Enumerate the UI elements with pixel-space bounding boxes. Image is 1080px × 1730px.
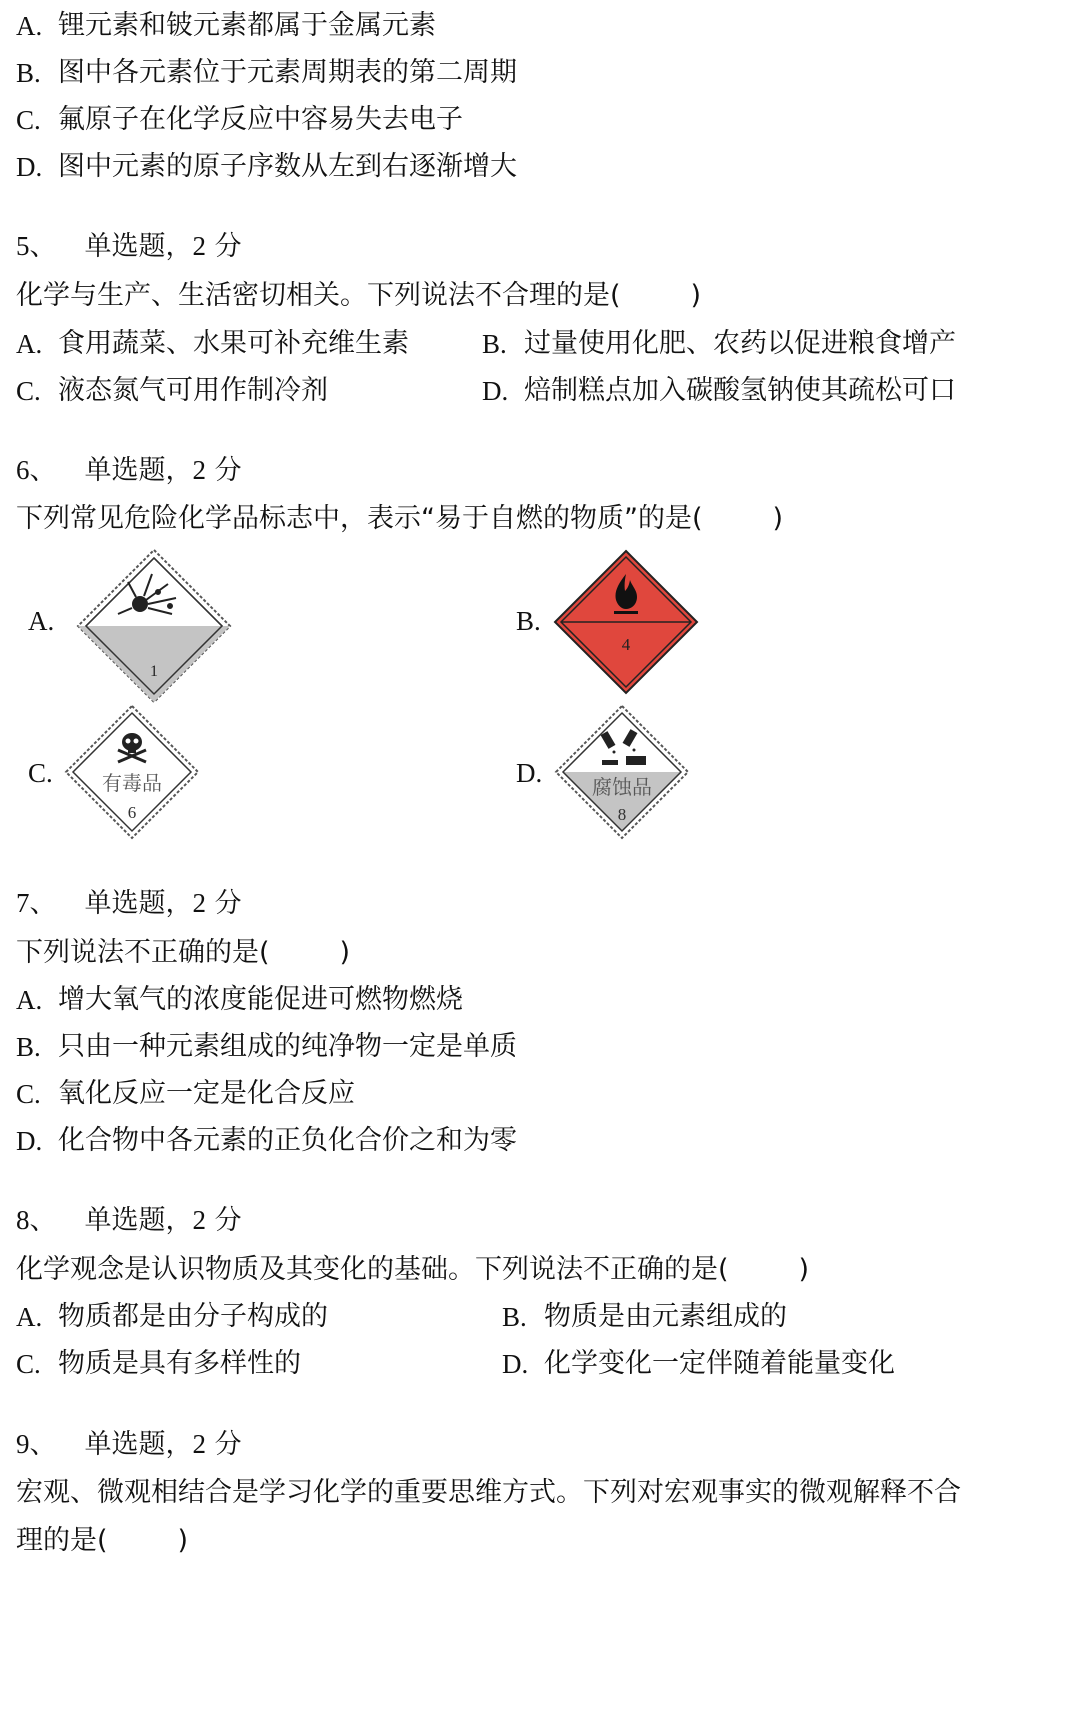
option-text: 物质是具有多样性的	[58, 1348, 301, 1379]
score-unit: 分	[214, 1429, 242, 1460]
q6-header	[16, 450, 242, 490]
question-type: 单选题，	[84, 1429, 193, 1460]
option-letter: D.	[16, 1126, 43, 1156]
option-text: 过量使用化肥、农药以促进粮食增产	[524, 328, 956, 359]
explosive-hazard-sign	[76, 548, 232, 704]
option-text: 物质是由元素组成的	[544, 1301, 787, 1332]
sign-b-number: 4	[621, 635, 631, 654]
option-letter: A.	[16, 11, 43, 41]
corrosive-hazard-sign	[554, 704, 690, 840]
option-letter: A.	[16, 985, 43, 1015]
question-score: 2	[192, 455, 206, 485]
q7-header	[16, 883, 242, 923]
sign-d-number: 8	[617, 805, 627, 824]
q8-header	[16, 1200, 242, 1240]
stem-text: 理的是(	[16, 1525, 108, 1556]
question-score: 2	[192, 231, 206, 261]
sign-c-label: C.	[28, 758, 53, 788]
question-type: 单选题，	[84, 888, 193, 919]
q7-option-a	[16, 980, 463, 1020]
question-number: 9、	[16, 1429, 57, 1459]
stem-end: )	[772, 503, 784, 534]
option-letter: C.	[16, 105, 41, 135]
option-text: 锂元素和铍元素都属于金属元素	[58, 10, 436, 41]
spontaneous-combustion-sign	[552, 548, 700, 696]
q8-option-d	[502, 1344, 895, 1384]
stem-text: 化学观念是认识物质及其变化的基础。下列说法不正确的是(	[16, 1254, 729, 1285]
option-letter: B.	[482, 329, 507, 359]
score-unit: 分	[214, 455, 242, 486]
sign-a-label: A.	[28, 606, 55, 636]
option-letter: C.	[16, 1079, 41, 1109]
stem-text: 化学与生产、生活密切相关。下列说法不合理的是(	[16, 280, 621, 311]
option-text: 化合物中各元素的正负化合价之和为零	[58, 1125, 517, 1156]
stem-end: )	[177, 1525, 189, 1556]
option-text: 图中元素的原子序数从左到右逐渐增大	[58, 151, 517, 182]
q9-header	[16, 1424, 242, 1464]
option-text: 氟原子在化学反应中容易失去电子	[58, 104, 463, 135]
q5-stem	[16, 276, 701, 316]
q7-option-b	[16, 1027, 517, 1067]
question-type: 单选题，	[84, 1205, 193, 1236]
option-text: 增大氧气的浓度能促进可燃物燃烧	[58, 984, 463, 1015]
question-score: 2	[192, 888, 206, 918]
question-type: 单选题，	[84, 455, 193, 486]
option-text: 焙制糕点加入碳酸氢钠使其疏松可口	[524, 375, 956, 406]
question-type: 单选题，	[84, 231, 193, 262]
option-letter: C.	[16, 376, 41, 406]
stem-end: )	[339, 937, 351, 968]
q4-option-d	[16, 147, 517, 187]
q7-option-c	[16, 1074, 355, 1114]
option-text: 食用蔬菜、水果可补充维生素	[58, 328, 409, 359]
q8-option-c	[16, 1344, 301, 1384]
q5-option-c	[16, 371, 328, 411]
sign-b-label: B.	[516, 606, 541, 636]
stem-end: )	[798, 1254, 810, 1285]
question-number: 5、	[16, 231, 57, 261]
stem-text: 下列常见危险化学品标志中，表示“易于自燃的物质”的是(	[16, 503, 703, 534]
option-letter: D.	[16, 152, 43, 182]
option-letter: B.	[502, 1302, 527, 1332]
question-number: 8、	[16, 1205, 57, 1235]
q8-stem	[16, 1250, 809, 1290]
sign-c-number: 6	[127, 803, 137, 822]
q5-option-d	[482, 371, 956, 411]
stem-end: )	[690, 280, 702, 311]
question-number: 7、	[16, 888, 57, 918]
option-text: 图中各元素位于元素周期表的第二周期	[58, 57, 517, 88]
option-letter: C.	[16, 1349, 41, 1379]
option-text: 氧化反应一定是化合反应	[58, 1078, 355, 1109]
q7-stem	[16, 933, 350, 973]
score-unit: 分	[214, 888, 242, 919]
stem-text: 宏观、微观相结合是学习化学的重要思维方式。下列对宏观事实的微观解释不合	[16, 1477, 961, 1508]
q8-option-a	[16, 1297, 328, 1337]
q6-stem	[16, 499, 783, 539]
sign-a-number: 1	[150, 663, 158, 680]
q8-option-b	[502, 1297, 787, 1337]
q5-header	[16, 226, 242, 266]
option-letter: D.	[482, 376, 509, 406]
option-letter: B.	[16, 1032, 41, 1062]
sign-c-text: 有毒品	[102, 773, 162, 795]
score-unit: 分	[214, 1205, 242, 1236]
sign-d-text: 腐蚀品	[592, 777, 652, 799]
q4-option-b	[16, 53, 517, 93]
q5-option-a	[16, 324, 409, 364]
question-number: 6、	[16, 455, 57, 485]
option-letter: A.	[16, 1302, 43, 1332]
option-letter: A.	[16, 329, 43, 359]
question-score: 2	[192, 1429, 206, 1459]
stem-text: 下列说法不正确的是(	[16, 937, 270, 968]
option-text: 物质都是由分子构成的	[58, 1301, 328, 1332]
option-letter: B.	[16, 58, 41, 88]
sign-d-label: D.	[516, 758, 543, 788]
q4-option-c	[16, 100, 463, 140]
option-text: 化学变化一定伴随着能量变化	[544, 1348, 895, 1379]
toxic-hazard-sign	[64, 704, 200, 840]
option-letter: D.	[502, 1349, 529, 1379]
q5-option-b	[482, 324, 956, 364]
q7-option-d	[16, 1121, 517, 1161]
option-text: 只由一种元素组成的纯净物一定是单质	[58, 1031, 517, 1062]
score-unit: 分	[214, 231, 242, 262]
q9-stem-line1	[16, 1473, 961, 1513]
option-text: 液态氮气可用作制冷剂	[58, 375, 328, 406]
q9-stem-line2	[16, 1521, 188, 1561]
q4-option-a	[16, 6, 436, 46]
question-score: 2	[192, 1205, 206, 1235]
